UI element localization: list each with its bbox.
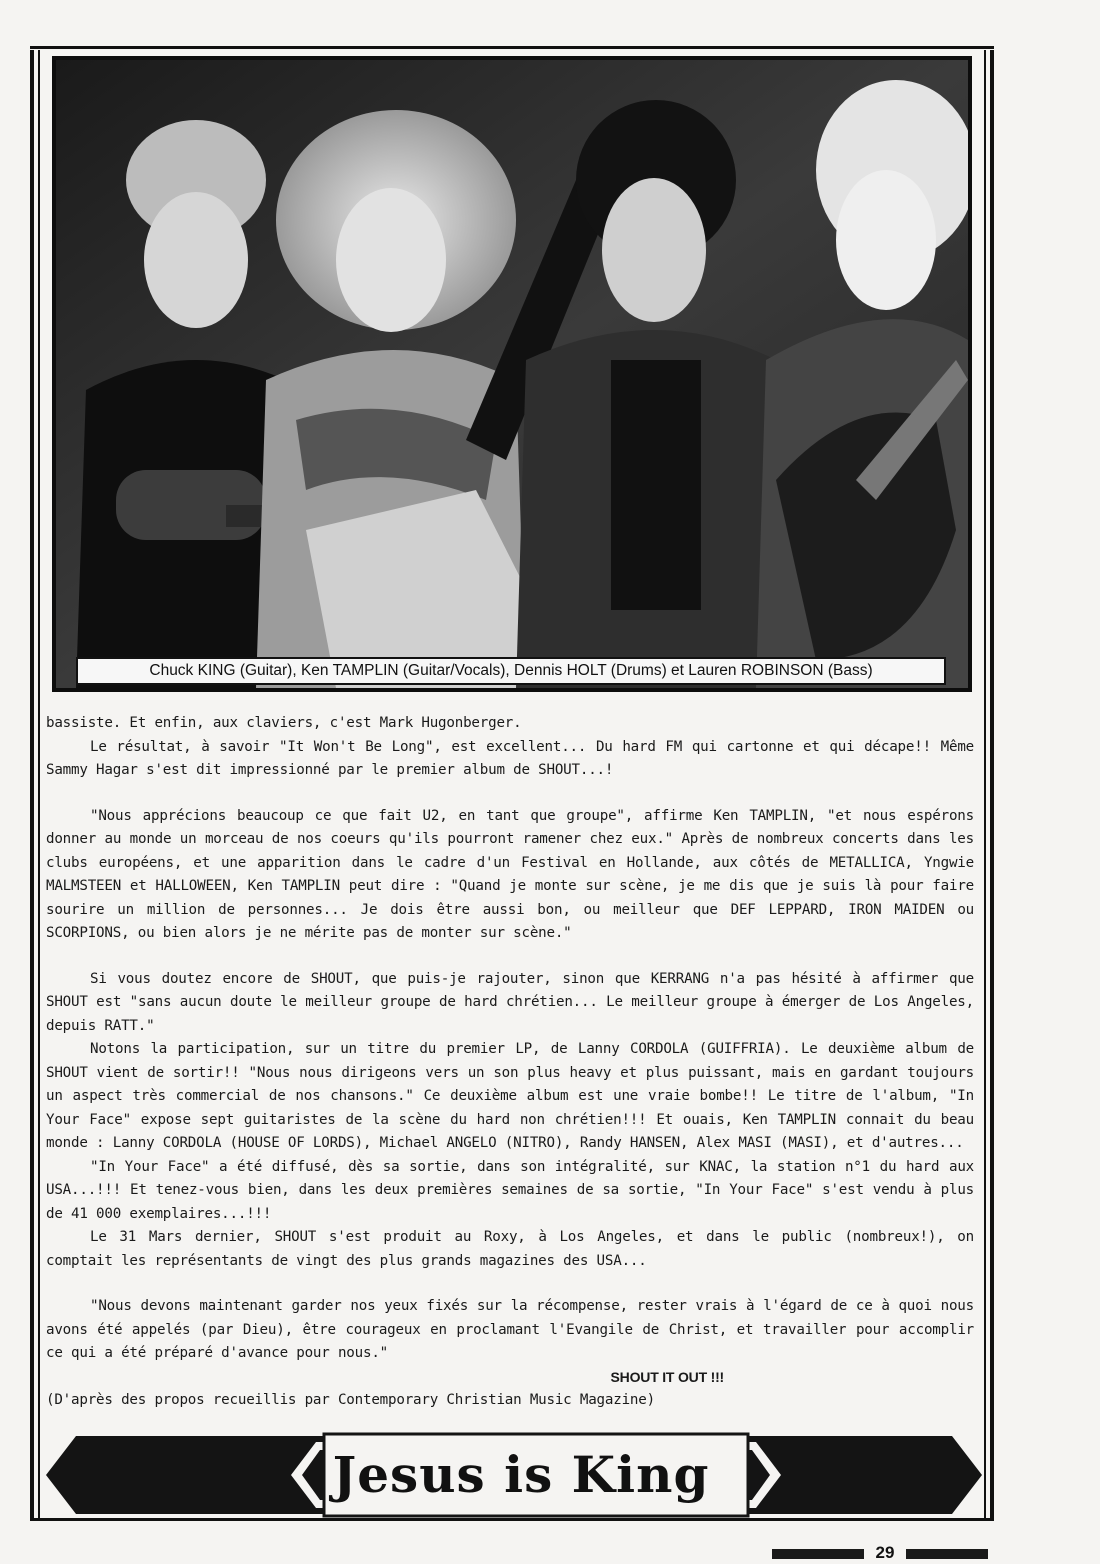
- article-paragraph: Notons la participation, sur un titre du premier LP, de Lanny CORDOLA (GUIFFRIA). Le deuxième album de SHOUT vient de sortir!! "Nous nous dirigeons vers un son plus heavy et plus puissant, mais en gardant toujours un aspect très commercial de nos chansons." Ce deuxième album est une vraie bombe!! Le titre de l'album, "In Your Face" expose sept guitaristes de la scène du hard non chrétien!!! Et ouais, Ken TAMPLIN connait du beau monde : Lanny CORDOLA (HOUSE OF LORDS), Michael ANGELO (NITRO), Randy HANSEN, Alex MASI (MASI), et d'autres...: [46, 1041, 974, 1151]
- article-paragraph: "Nous apprécions beaucoup ce que fait U2, en tant que groupe", affirme Ken TAMPLIN, "et nous espérons donner au monde un morceau de nos coeurs qu'ils pourront ramener chez eux." Après de nombreux concerts dans les clubs européens, et une apparition dans le cadre d'un Festival en Hollande, aux côtés de METALLICA, Yngwie MALMSTEEN et HALLOWEEN, Ken TAMPLIN peut dire : "Quand je monte sur scène, je me dis que je suis là pour faire sourire un million de personnes... Je dois être aussi bon, ou meilleur que DEF LEPPARD, IRON MAIDEN ou SCORPIONS, ou bien alors je ne mérite pas de monter sur scène.": [46, 807, 974, 941]
- article-body: [46, 712, 974, 1413]
- frame-top-rule: [30, 46, 994, 49]
- frame-left-rule-thin: [38, 50, 40, 1520]
- banner-title: Jesus is King: [332, 1445, 710, 1504]
- band-photo: [52, 56, 972, 692]
- frame-right-rule-thin: [984, 50, 986, 1520]
- article-paragraph: Le résultat, à savoir "It Won't Be Long", est excellent... Du hard FM qui cartonne et qui décape!! Même Sammy Hagar s'est dit impressionné par le premier album de SHOUT...!: [46, 738, 974, 778]
- page-number-bar-right: [906, 1549, 988, 1559]
- frame-left-rule: [30, 50, 34, 1520]
- article-paragraph: bassiste. Et enfin, aux claviers, c'est Mark Hugonberger.: [46, 715, 522, 731]
- article-paragraph: "In Your Face" a été diffusé, dès sa sortie, dans son intégralité, sur KNAC, la station n°1 du hard aux USA...!!! Et tenez-vous bien, dans les deux premières semaines de sa sortie, "In Your Face" s'est vendu à plus de 41 000 exemplaires...!!!: [46, 1158, 974, 1222]
- article-signoff: SHOUT IT OUT !!!: [610, 1368, 724, 1385]
- article-quote: "Nous devons maintenant garder nos yeux fixés sur la récompense, rester vrais à l'égard de ce à quoi nous avons été appelés (par Dieu), être courageux en proclamant l'Evangile de Christ, et travailler pour accomplir ce qui a été préparé d'avance pour nous.": [46, 1298, 974, 1361]
- page-number: 29: [875, 1543, 895, 1562]
- article-source: (D'après des propos recueillis par Contemporary Christian Music Magazine): [46, 1392, 655, 1408]
- band-photo-image: [56, 60, 968, 688]
- frame-right-rule: [990, 50, 994, 1520]
- article-paragraph: Le 31 Mars dernier, SHOUT s'est produit au Roxy, à Los Angeles, et dans le public (nombreux!), on comptait les représentants de vingt des plus grands magazines des USA...: [46, 1229, 974, 1269]
- frame-bottom-rule: [30, 1518, 994, 1521]
- page-number-bar-left: [772, 1549, 864, 1559]
- photo-caption: Chuck KING (Guitar), Ken TAMPLIN (Guitar/Vocals), Dennis HOLT (Drums) et Lauren ROBINSON (Bass): [76, 657, 946, 685]
- article-paragraph: Si vous doutez encore de SHOUT, que puis-je rajouter, sinon que KERRANG n'a pas hésité à affirmer que SHOUT est "sans aucun doute le meilleur groupe de hard chrétien... Le meilleur groupe à émerger de Los Angeles, depuis RATT.": [46, 970, 974, 1034]
